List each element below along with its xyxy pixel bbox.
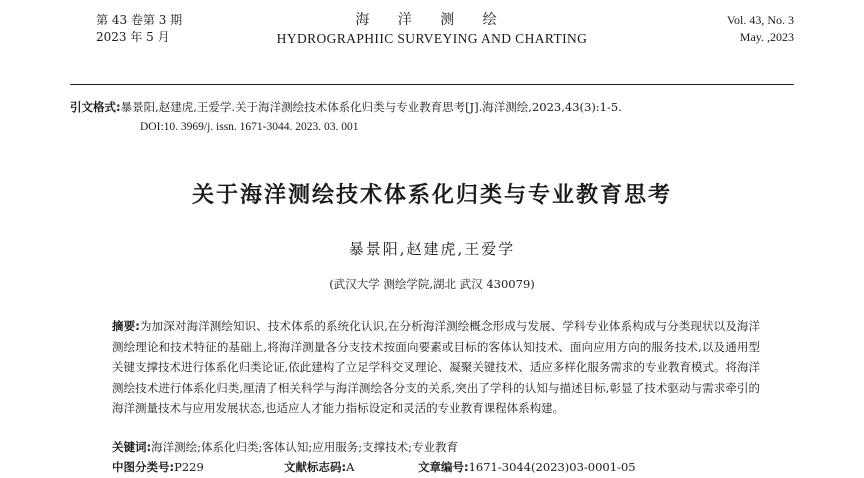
article-authors: 暴景阳,赵建虎,王爱学 xyxy=(348,240,516,258)
header-divider xyxy=(70,84,794,85)
doc-code-value: A xyxy=(346,460,355,474)
date-cn: 2023 年 5 月 xyxy=(96,30,170,44)
article-title: 关于海洋测绘技术体系化归类与专业教育思考 xyxy=(191,183,672,208)
article-number-value: 1671-3044(2023)03-0001-05 xyxy=(468,460,636,474)
citation-block xyxy=(70,97,794,137)
abstract-text: 为加深对海洋测绘知识、技术体系的系统化认识,在分析海洋测绘概念形成与发展、学科专业体系构成与分类现状以及海洋测绘理论和技术特征的基础上,将海洋测量各分支技术按面向要素或目标的客体认知技术、面向应用方向的服务技术,以及通用型关键支撑技术进行体系化归类论证,依此建构了立足学科交叉理论、凝聚关键技术、适应多样化服务需求的专业教育模式。将海洋测绘技术进行体系化归类,厘清了相关科学与海洋测绘各分支的关系,突出了学科的认知与描述目标,彰显了技术驱动与需求牵引的海洋测量技术与应用发展状态,也适应人才能力指标设定和灵活的专业教育课程体系构建。 xyxy=(112,319,760,415)
keywords-text: 海洋测绘;体系化归类;客体认知;应用服务;支撑技术;专业教育 xyxy=(151,440,458,454)
clc-value: P229 xyxy=(174,460,204,474)
abstract-block xyxy=(112,316,760,419)
journal-name-cn: 海 洋 测 绘 xyxy=(355,12,509,28)
article-number-label: 文章编号: xyxy=(418,460,469,474)
journal-name-en: HYDROGRAPHIIC SURVEYING AND CHARTING xyxy=(276,31,588,46)
keywords-label: 关键词: xyxy=(112,440,152,454)
header-right xyxy=(727,12,794,46)
volume-issue-cn: 第 43 卷第 3 期 xyxy=(96,13,183,27)
document-code xyxy=(284,457,354,477)
article-number xyxy=(418,457,636,477)
header-center xyxy=(70,10,794,48)
citation-text: 暴景阳,赵建虎,王爱学.关于海洋测绘技术体系化归类与专业教育思考[J].海洋测绘,2023,43(3):1-5. xyxy=(120,100,622,114)
clc-number xyxy=(112,457,204,477)
journal-header xyxy=(70,8,794,68)
keywords-block xyxy=(112,437,760,457)
date-en: May. ,2023 xyxy=(739,30,794,44)
clc-label: 中图分类号: xyxy=(112,460,175,474)
author-affiliation: (武汉大学 测绘学院,湖北 武汉 430079) xyxy=(329,277,535,291)
doi-link[interactable]: DOI:10. 3969/j. issn. 1671-3044. 2023. 03. 001 xyxy=(140,121,359,133)
citation-label: 引文格式: xyxy=(70,100,121,114)
doc-code-label: 文献标志码: xyxy=(284,460,347,474)
abstract-label: 摘要: xyxy=(112,319,140,333)
volume-issue-en: Vol. 43, No. 3 xyxy=(726,13,794,27)
